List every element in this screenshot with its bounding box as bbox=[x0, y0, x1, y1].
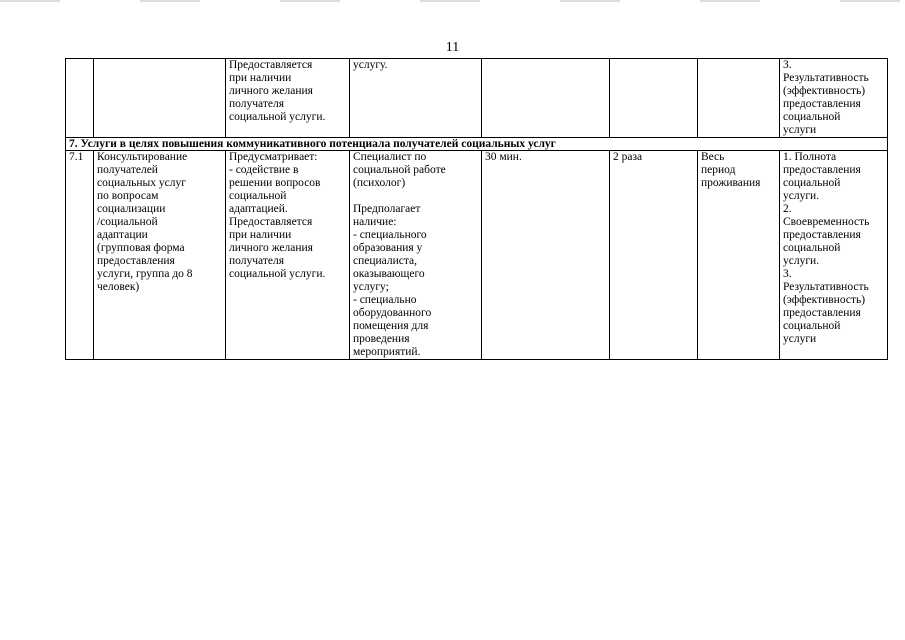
text-line: проживания bbox=[701, 177, 761, 189]
text-line: социальной работе bbox=[353, 164, 446, 176]
text-line: Специалист по bbox=[353, 151, 427, 163]
cell-period bbox=[698, 59, 780, 138]
text-line: при наличии bbox=[229, 72, 292, 84]
scan-artifact bbox=[0, 0, 905, 2]
text-line: проведения bbox=[353, 333, 410, 345]
text-line: Консультирование bbox=[97, 151, 188, 163]
lines bbox=[783, 151, 884, 346]
text-line: период bbox=[701, 164, 736, 176]
service-number: 7.1 bbox=[66, 151, 94, 360]
text-line: Результативность bbox=[783, 72, 869, 84]
text-line: 3. bbox=[783, 268, 792, 280]
text-line: предоставления bbox=[783, 307, 861, 319]
text-line: 1. Полнота bbox=[783, 151, 837, 163]
text-line: 3. bbox=[783, 59, 792, 71]
lines bbox=[353, 203, 478, 359]
section-header-row bbox=[66, 138, 888, 151]
cell-duration bbox=[482, 59, 610, 138]
text-line: решении вопросов bbox=[229, 177, 321, 189]
text-line: адаптации bbox=[97, 229, 148, 241]
text-line: при наличии bbox=[229, 229, 292, 241]
text-line: Предполагает bbox=[353, 203, 421, 215]
service-period bbox=[698, 151, 780, 360]
text-line: /социальной bbox=[97, 216, 158, 228]
cell-description bbox=[226, 59, 350, 138]
text-line: получателей bbox=[97, 164, 158, 176]
text-line: социальной bbox=[783, 320, 841, 332]
cell-conditions bbox=[350, 59, 482, 138]
text-line: (эффективность) bbox=[783, 85, 866, 97]
lines bbox=[353, 59, 478, 72]
text-line: получателя bbox=[229, 255, 284, 267]
text-line: 2. bbox=[783, 203, 792, 215]
text-line: оказывающего bbox=[353, 268, 425, 280]
text-line: Предоставляется bbox=[229, 216, 313, 228]
text-line: социальной bbox=[783, 177, 841, 189]
text-line: (психолог) bbox=[353, 177, 406, 189]
text-line: услугу. bbox=[353, 59, 388, 71]
page-number: 11 bbox=[445, 40, 460, 55]
table-row bbox=[66, 151, 888, 360]
cell-number bbox=[66, 59, 94, 138]
service-duration: 30 мин. bbox=[482, 151, 610, 360]
text-line: оборудованного bbox=[353, 307, 432, 319]
cell-name bbox=[94, 59, 226, 138]
service-provider bbox=[350, 151, 482, 360]
lines bbox=[229, 151, 346, 281]
text-line: по вопросам bbox=[97, 190, 159, 202]
text-line: Предоставляется bbox=[229, 59, 313, 71]
text-line: помещения для bbox=[353, 320, 429, 332]
lines bbox=[97, 151, 222, 294]
service-description bbox=[226, 151, 350, 360]
text-line: (эффективность) bbox=[783, 294, 866, 306]
text-line: личного желания bbox=[229, 85, 313, 97]
text-line: Предусматривает: bbox=[229, 151, 318, 163]
text-line: предоставления bbox=[97, 255, 175, 267]
text-line: социальной bbox=[229, 190, 287, 202]
text-line: - специального bbox=[353, 229, 427, 241]
text-line: услугу; bbox=[353, 281, 389, 293]
text-line: образования у bbox=[353, 242, 423, 254]
service-frequency: 2 раза bbox=[610, 151, 698, 360]
lines bbox=[783, 59, 884, 137]
text-line: услуги bbox=[783, 333, 817, 345]
text-line: адаптацией. bbox=[229, 203, 288, 215]
text-line: услуги. bbox=[783, 255, 820, 267]
text-line: специалиста, bbox=[353, 255, 418, 267]
spacer bbox=[353, 190, 478, 203]
text-line: - содействие в bbox=[229, 164, 299, 176]
text-line: (групповая форма bbox=[97, 242, 185, 254]
text-line: Весь bbox=[701, 151, 725, 163]
text-line: Результативность bbox=[783, 281, 869, 293]
cell-frequency bbox=[610, 59, 698, 138]
text-line: услуги. bbox=[783, 190, 820, 202]
text-line: предоставления bbox=[783, 164, 861, 176]
text-line: социальной bbox=[783, 111, 841, 123]
text-line: мероприятий. bbox=[353, 346, 421, 358]
text-line: получателя bbox=[229, 98, 284, 110]
services-table bbox=[65, 58, 888, 360]
text-line: предоставления bbox=[783, 98, 861, 110]
text-line: - специально bbox=[353, 294, 417, 306]
text-line: социальных услуг bbox=[97, 177, 186, 189]
service-name bbox=[94, 151, 226, 360]
section-title: 7. Услуги в целях повышения коммуникативного потенциала получателей социальных услуг bbox=[66, 138, 888, 151]
text-line: социализации bbox=[97, 203, 166, 215]
text-line: услуги, группа до 8 bbox=[97, 268, 193, 280]
text-line: Своевременность bbox=[783, 216, 870, 228]
text-line: человек) bbox=[97, 281, 140, 293]
lines bbox=[353, 151, 478, 190]
text-line: социальной услуги. bbox=[229, 268, 326, 280]
text-line: предоставления bbox=[783, 229, 861, 241]
text-line: социальной услуги. bbox=[229, 111, 326, 123]
text-line: наличие: bbox=[353, 216, 397, 228]
text-line: личного желания bbox=[229, 242, 313, 254]
table-row bbox=[66, 59, 888, 138]
service-indicators bbox=[780, 151, 888, 360]
lines bbox=[229, 59, 346, 124]
lines bbox=[701, 151, 776, 190]
text-line: социальной bbox=[783, 242, 841, 254]
cell-indicators bbox=[780, 59, 888, 138]
text-line: услуги bbox=[783, 124, 817, 136]
